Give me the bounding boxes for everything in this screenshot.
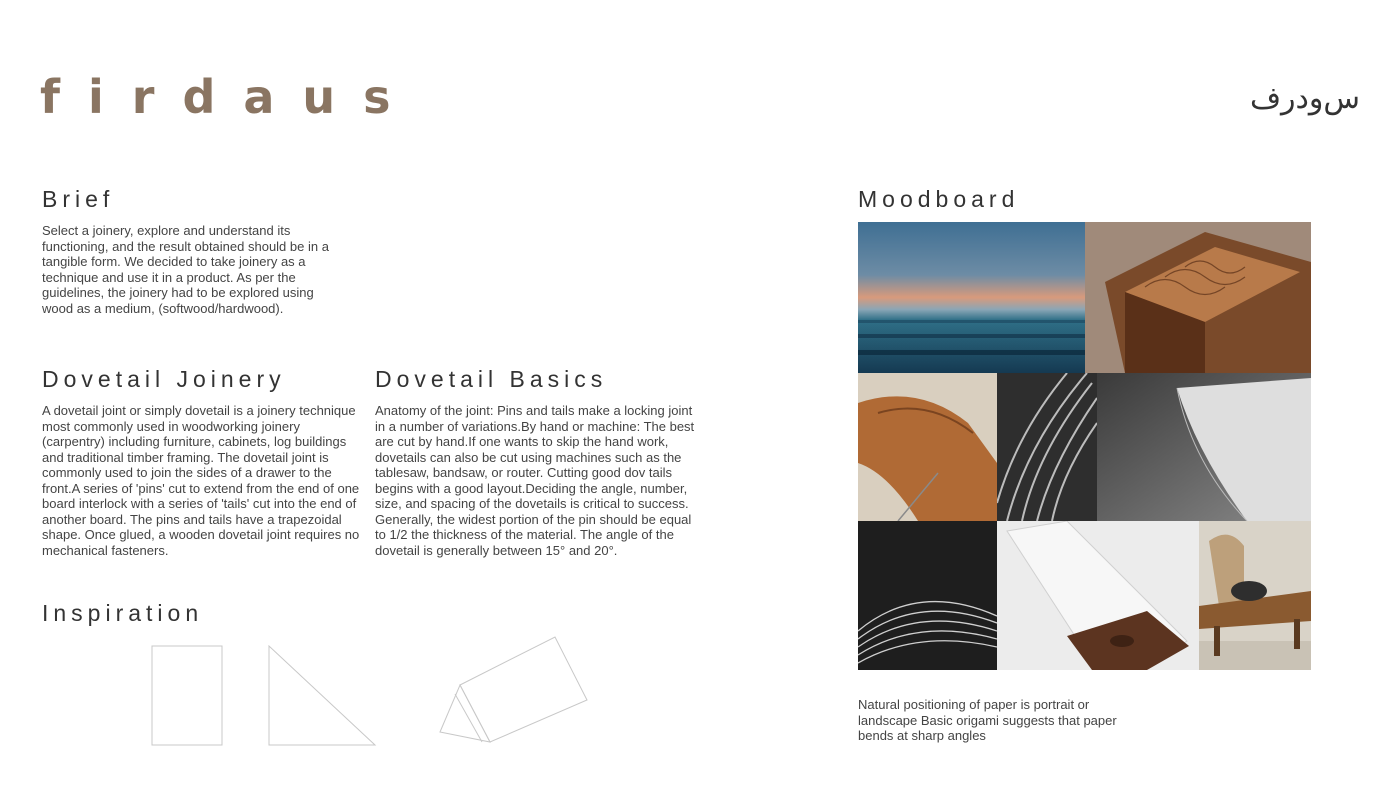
triangle-fold-sketch: [269, 646, 375, 745]
moodboard-image-book-pages: [858, 521, 997, 670]
moodboard-image-wood-block: [997, 521, 1199, 670]
inspiration-heading: Inspiration: [42, 600, 204, 626]
moodboard-image-wood-table: [1199, 521, 1311, 670]
logo-firdaus: firdaus: [40, 70, 419, 124]
moodboard-image-metal-curves: [997, 373, 1097, 521]
brief-text: Select a joinery, explore and understand its functioning, and the result obtained should be in a tangible form. We decided to take joinery as a technique and use it in a product. As per the guidelines, the joinery had to be explored using wood as a medium, (softwood/hardwood).: [42, 223, 329, 316]
logo-arabic: س‌ودرف: [1249, 81, 1360, 116]
leather-illustration: [858, 373, 997, 521]
moodboard-image-carved-box: [1085, 222, 1311, 373]
seascape-illustration: [858, 222, 1085, 373]
moodboard-heading: Moodboard: [858, 186, 1020, 212]
moodboard-caption: Natural positioning of paper is portrait or landscape Basic origami suggests that paper bends at sharp angles: [858, 697, 1117, 743]
metal-curves-illustration: [997, 373, 1097, 521]
paper-curl-illustration: [1097, 373, 1311, 521]
moodboard-image-seascape: [858, 222, 1085, 373]
brief-heading: Brief: [42, 186, 115, 212]
moodboard-image-paper-curl: [1097, 373, 1311, 521]
dovetail-basics-text: Anatomy of the joint: Pins and tails make a locking joint in a number of variations.By hand or machine: The best are cut by hand.If one wants to skip the hand work, dovetails can also be cut using machines such as the tablesaw, bandsaw, or router. Cutting good dov tails begins with a good layout.Deciding the angle, number, size, and spacing of the dovetails is critical to success. Generally, the widest portion of the pin should be equal to 1/2 the thickness of the material. The angle of the dovetail is generally between 15° and 20°.: [375, 403, 695, 558]
dovetail-joinery-heading: Dovetail Joinery: [42, 366, 286, 392]
portrait-paper-sketch: [152, 646, 222, 745]
dovetail-basics-heading: Dovetail Basics: [375, 366, 608, 392]
moodboard-image-leather: [858, 373, 997, 521]
wood-table-illustration: [1199, 521, 1311, 670]
prism-fold-sketch: [440, 637, 587, 742]
dovetail-joinery-text: A dovetail joint or simply dovetail is a joinery technique most commonly used in woodworking joinery (carpentry) including furniture, cabinets, log buildings and traditional timber framing. The dovetail joint is commonly used to join the sides of a drawer to the front.A series of 'pins' cut to extend from the end of one board interlock with a series of 'tails' cut into the end of another board. The pins and tails have a trapezoidal shape. Once glued, a wooden dovetail joint requires no mechanical fasteners.: [42, 403, 360, 558]
wood-block-illustration: [997, 521, 1199, 670]
paper-fold-sketches: [140, 630, 600, 755]
carved-box-illustration: [1085, 222, 1311, 373]
book-pages-illustration: [858, 521, 997, 670]
